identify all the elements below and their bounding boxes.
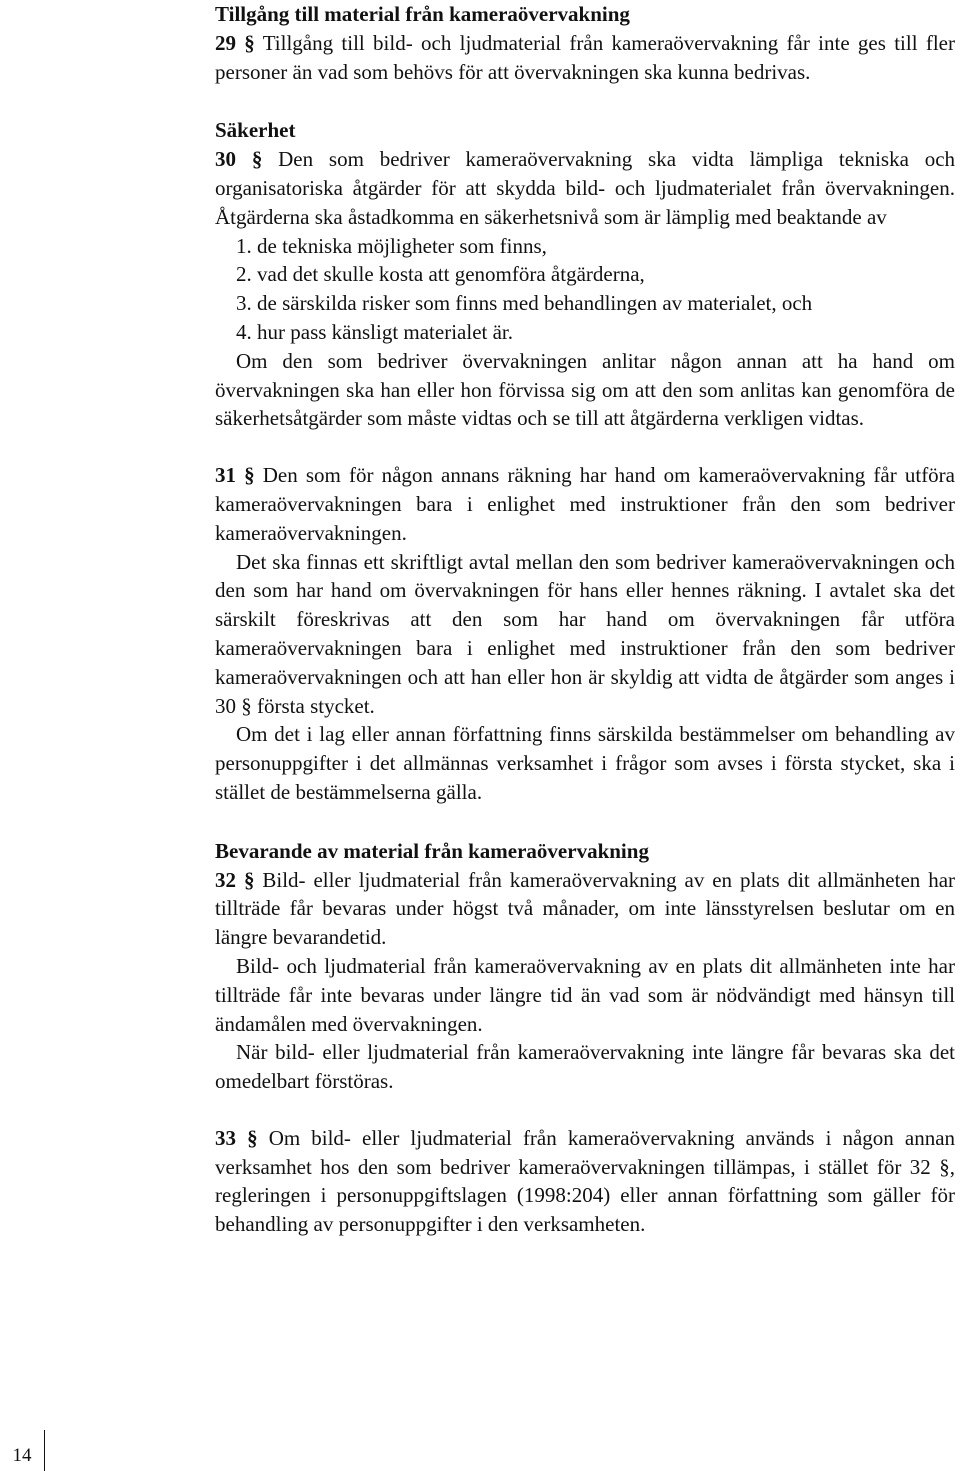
section-sign-icon: § (243, 867, 255, 892)
paragraph-29 (215, 29, 955, 87)
spacer (215, 433, 955, 461)
spacer (215, 86, 955, 116)
paragraph-30-second: Om den som bedriver övervakningen anlitar någon annan att ha hand om övervakningen ska han eller hon förvissa sig om att den som anlitas kan genomföra de säkerhetsåtgärder som måste vidtas och se till att åtgärderna verkligen vidtas. (215, 348, 955, 431)
paragraph-31-second: Det ska finnas ett skriftligt avtal mellan den som bedriver kameraövervakningen och den som har hand om övervakningen för hans eller hennes räkning. I avtalet ska det särskilt föreskrivas att den som har hand om övervakningen får utföra kameraövervakningen bara i enlighet med instruktioner från den som bedriver kameraövervakningen och att han eller hon är skyldig att vidta de åtgärder som anges i 30 § första stycket. (215, 549, 955, 718)
section-sign-icon: § (244, 463, 255, 488)
spacer (215, 807, 955, 837)
paragraph-33 (215, 1124, 955, 1239)
list-item: 2. vad det skulle kosta att genomföra åtgärderna, (236, 262, 645, 287)
section-sign-icon: § (244, 30, 255, 55)
page-number: 14 (12, 1445, 32, 1466)
paragraph-32-text: Bild- eller ljudmaterial från kameraövervakning av en plats dit allmänheten har tillträde får bevaras under högst två månader, om inte länsstyrelsen beslutar om en längre bevarandetid. (215, 867, 956, 950)
list-item: 3. de särskilda risker som finns med behandlingen av materialet, och (236, 291, 813, 316)
section-number-29: 29 (215, 30, 236, 55)
paragraph-29-text: Tillgång till bild- och ljudmaterial från kameraövervakning får inte ges till fler personer än vad som behövs för att övervakningen ska kunna bedrivas. (215, 30, 955, 84)
paragraph-33-text: Om bild- eller ljudmaterial från kameraövervakning används i någon annan verksamhet hos den som bedriver kameraövervakningen tillämpas, i stället för 32 §, regleringen i personuppgiftslagen (1998:204) eller annan författning som gäller för behandling av personuppgifter i den verksamheten. (215, 1125, 956, 1237)
security-list (215, 232, 955, 347)
section-number-30: 30 (215, 147, 236, 172)
section-number-31: 31 (215, 463, 236, 488)
paragraph-30 (215, 145, 955, 231)
section-heading-security: Säkerhet (215, 118, 296, 143)
list-item: 4. hur pass känsligt materialet är. (236, 319, 514, 344)
page-number-divider (44, 1430, 45, 1471)
section-sign-icon: § (251, 147, 263, 172)
paragraph-31 (215, 461, 955, 547)
section-number-32: 32 (215, 867, 236, 892)
list-item: 1. de tekniska möjligheter som finns, (236, 233, 547, 258)
paragraph-32 (215, 866, 955, 952)
section-heading-access: Tillgång till material från kameraövervakning (215, 2, 630, 26)
paragraph-32-second: Bild- och ljudmaterial från kameraövervakning av en plats dit allmänheten inte har tillträde får inte bevaras under längre tid än vad som är nödvändigt med hänsyn till ändamålen med övervakningen. (215, 953, 955, 1036)
paragraph-32-third: När bild- eller ljudmaterial från kameraövervakning inte längre får bevaras ska det omedelbart förstöras. (215, 1040, 955, 1094)
paragraph-30-text: Den som bedriver kameraövervakning ska vidta lämpliga tekniska och organisatoriska åtgärder för att skydda bild- och ljudmaterialet från övervakningen. Åtgärderna ska åstadkomma en säkerhetsnivå som är lämplig med beaktande av (215, 147, 956, 229)
section-sign-icon: § (247, 1125, 258, 1150)
section-heading-preservation: Bevarande av material från kameraövervakning (215, 838, 649, 863)
paragraph-31-text: Den som för någon annans räkning har hand om kameraövervakning får utföra kameraövervakningen bara i enlighet med instruktioner från den som bedriver kameraövervakningen. (215, 463, 955, 545)
paragraph-31-third: Om det i lag eller annan författning finns särskilda bestämmelser om behandling av personuppgifter i det allmännas verksamhet i frågor som avses i första stycket, ska i stället de bestämmelserna gälla. (215, 722, 955, 804)
document-page (215, 0, 955, 1239)
section-number-33: 33 (215, 1125, 236, 1150)
spacer (215, 1096, 955, 1124)
